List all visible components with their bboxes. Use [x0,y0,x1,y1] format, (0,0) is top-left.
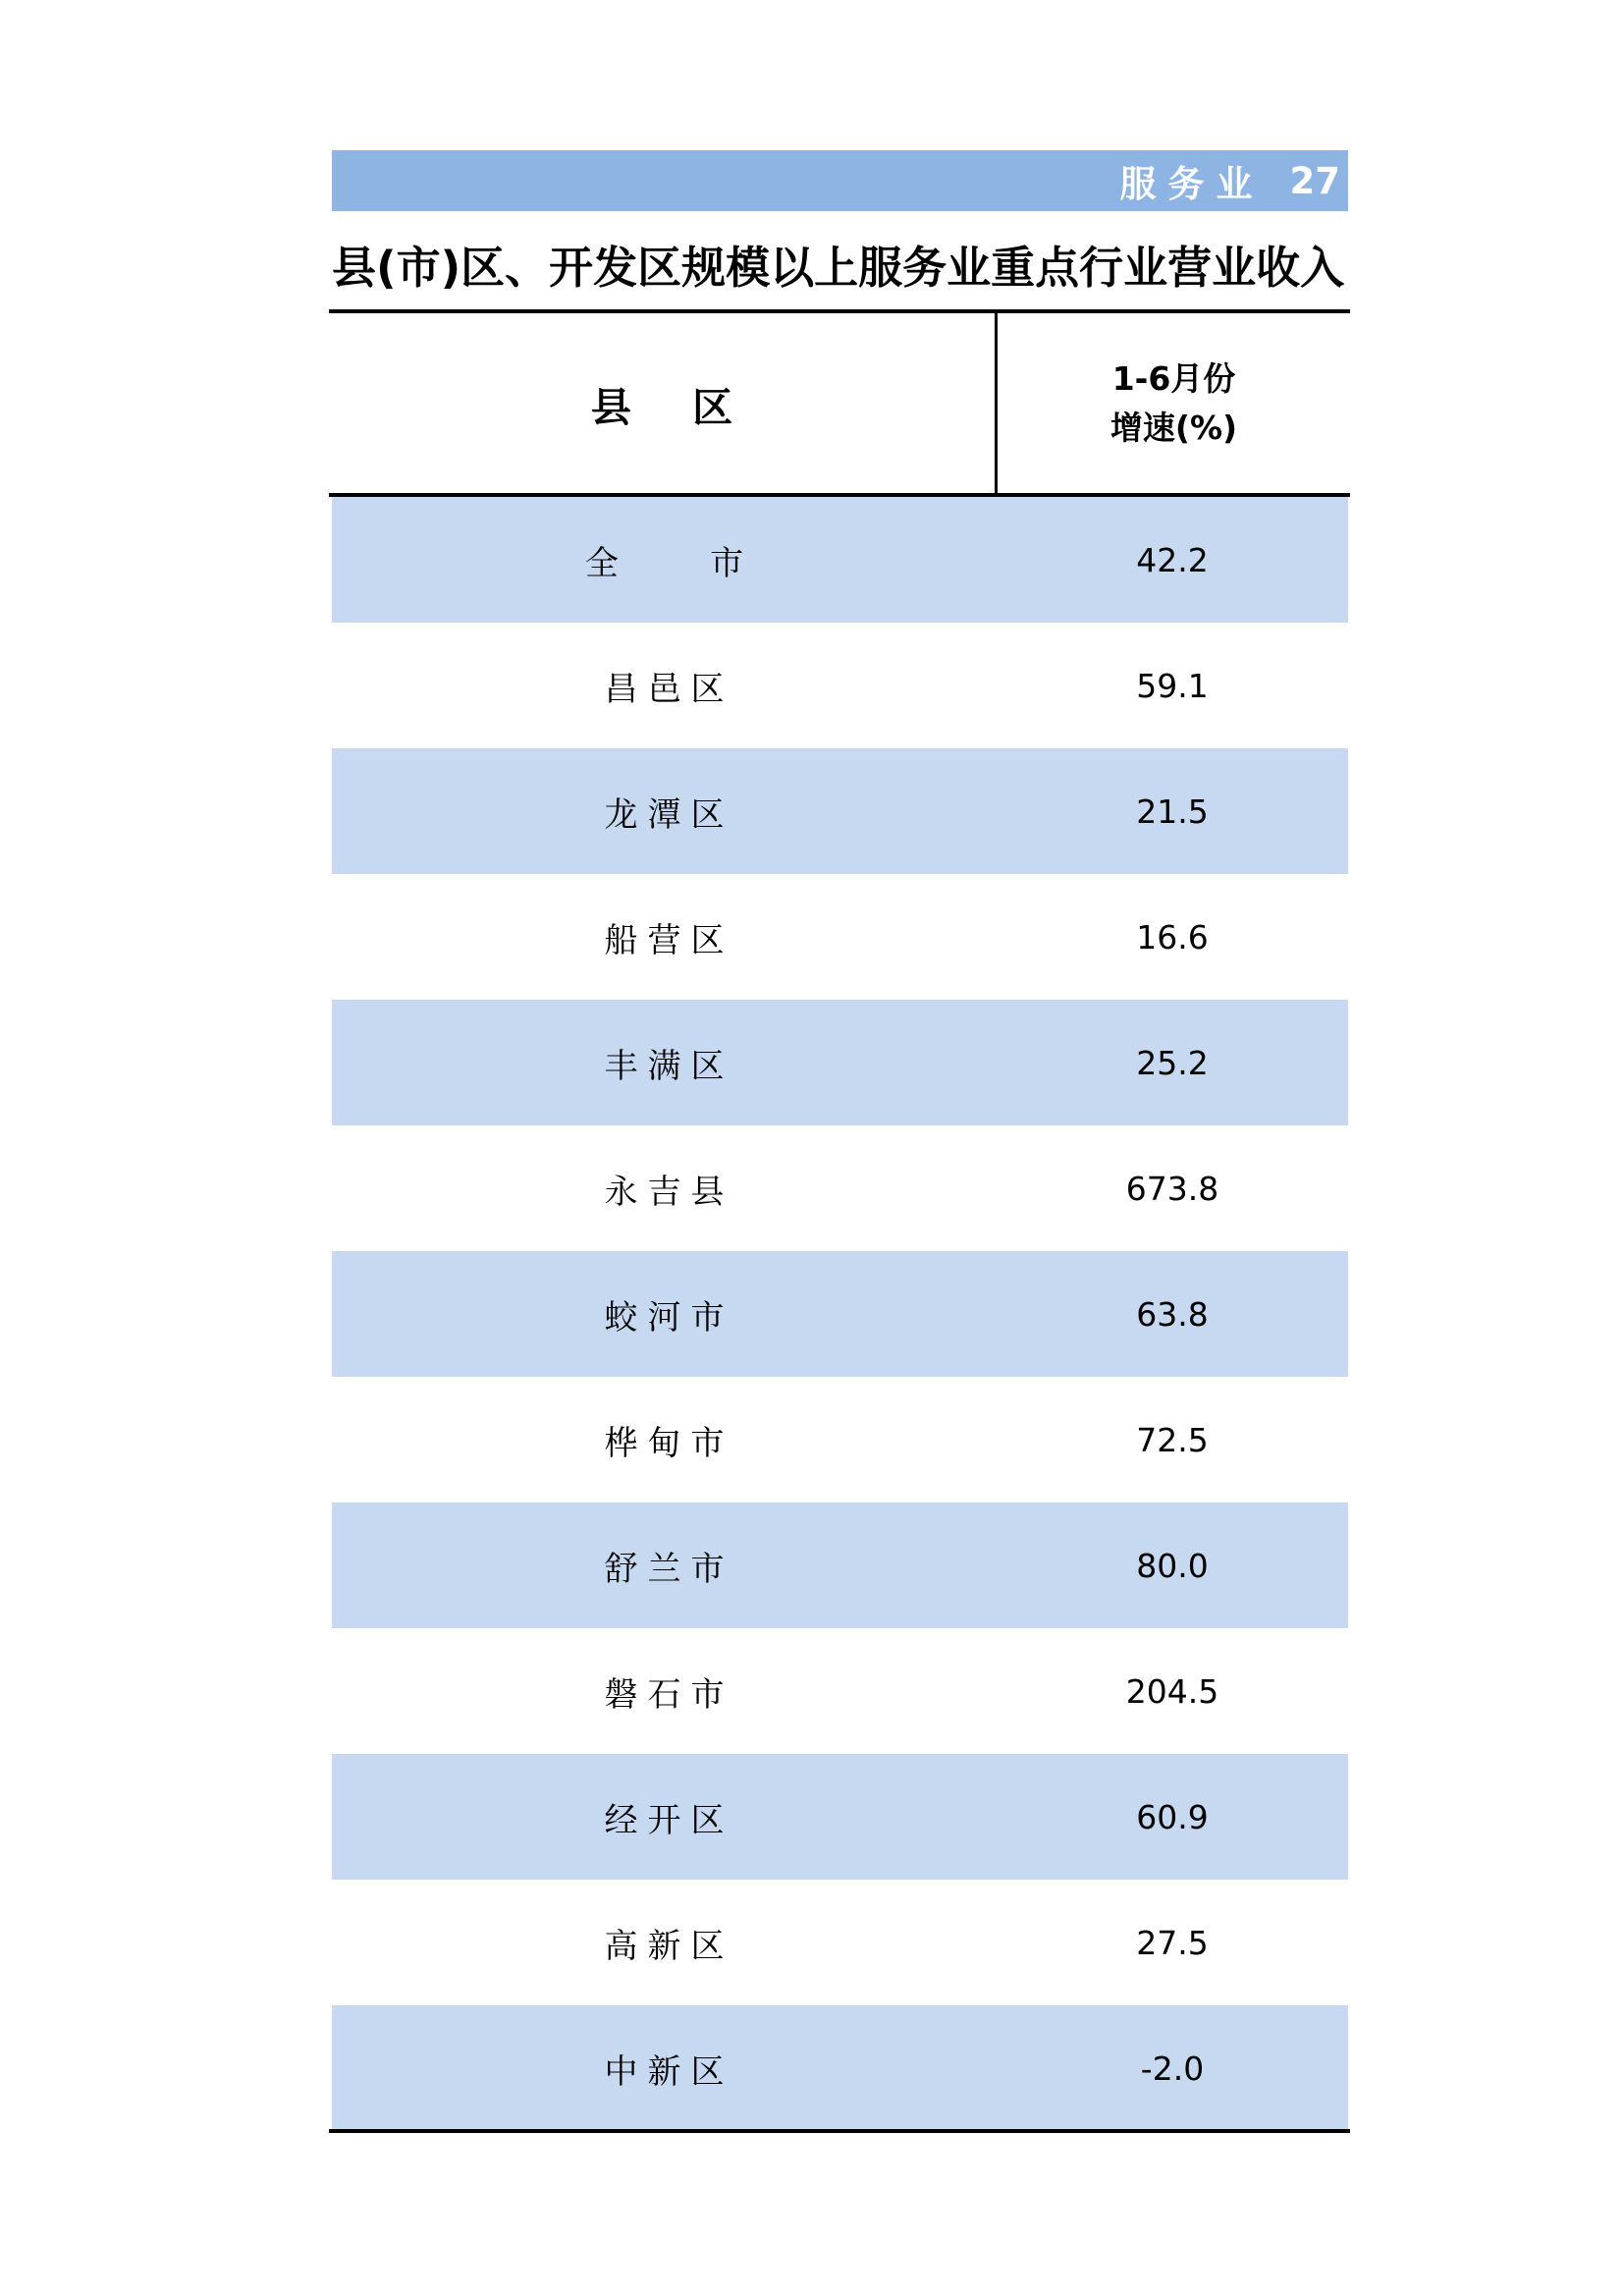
table-row [332,497,1348,623]
column-header-growth [998,313,1350,494]
growth-value: 16.6 [1136,917,1209,957]
region-name: 舒兰市 [604,1549,734,1589]
table-row [332,1503,1348,1628]
region-name: 全 市 [584,543,754,583]
growth-value: 63.8 [1136,1294,1209,1334]
section-label: 服务业 [1119,163,1265,205]
region-name: 丰满区 [604,1046,734,1086]
column-header-region: 县 区 [590,383,757,431]
growth-value: 27.5 [1136,1923,1209,1962]
region-name: 龙潭区 [604,794,734,835]
region-name: 桦甸市 [604,1423,734,1463]
bottom-rule [329,2129,1350,2133]
table-body [332,497,1348,2131]
growth-value: 59.1 [1136,666,1209,705]
growth-value: 673.8 [1125,1169,1219,1208]
page-number: 27 [1289,159,1340,202]
table-row [332,2005,1348,2131]
growth-value: 72.5 [1136,1420,1209,1459]
region-name: 昌邑区 [604,669,734,709]
region-name: 磐石市 [604,1674,734,1715]
table-title: 县(市)区、开发区规模以上服务业重点行业营业收入 [332,242,1345,294]
table-row [332,1377,1348,1503]
table-row [332,1754,1348,1880]
column-header-growth-period: 1-6月份 [1111,359,1236,398]
growth-value: 204.5 [1125,1671,1219,1711]
table-row [332,1628,1348,1754]
table-row [332,1000,1348,1125]
table-row [332,623,1348,748]
column-header-growth-unit: 增速(%) [1109,409,1238,447]
growth-value: 42.2 [1136,540,1209,579]
region-name: 永吉县 [604,1172,734,1212]
table-row [332,1880,1348,2005]
region-name: 中新区 [604,2051,734,2092]
growth-value: 21.5 [1136,792,1209,831]
table-row [332,874,1348,1000]
table-row [332,748,1348,874]
table-row [332,1125,1348,1251]
growth-value: 60.9 [1136,1797,1209,1836]
table-row [332,1251,1348,1377]
region-name: 船营区 [604,920,734,960]
growth-value: 25.2 [1136,1043,1209,1082]
section-header-band [332,150,1348,211]
region-name: 蛟河市 [604,1297,734,1338]
region-name: 经开区 [604,1800,734,1840]
growth-value: -2.0 [1140,2049,1205,2088]
region-name: 高新区 [604,1926,734,1966]
growth-value: 80.0 [1136,1546,1209,1585]
